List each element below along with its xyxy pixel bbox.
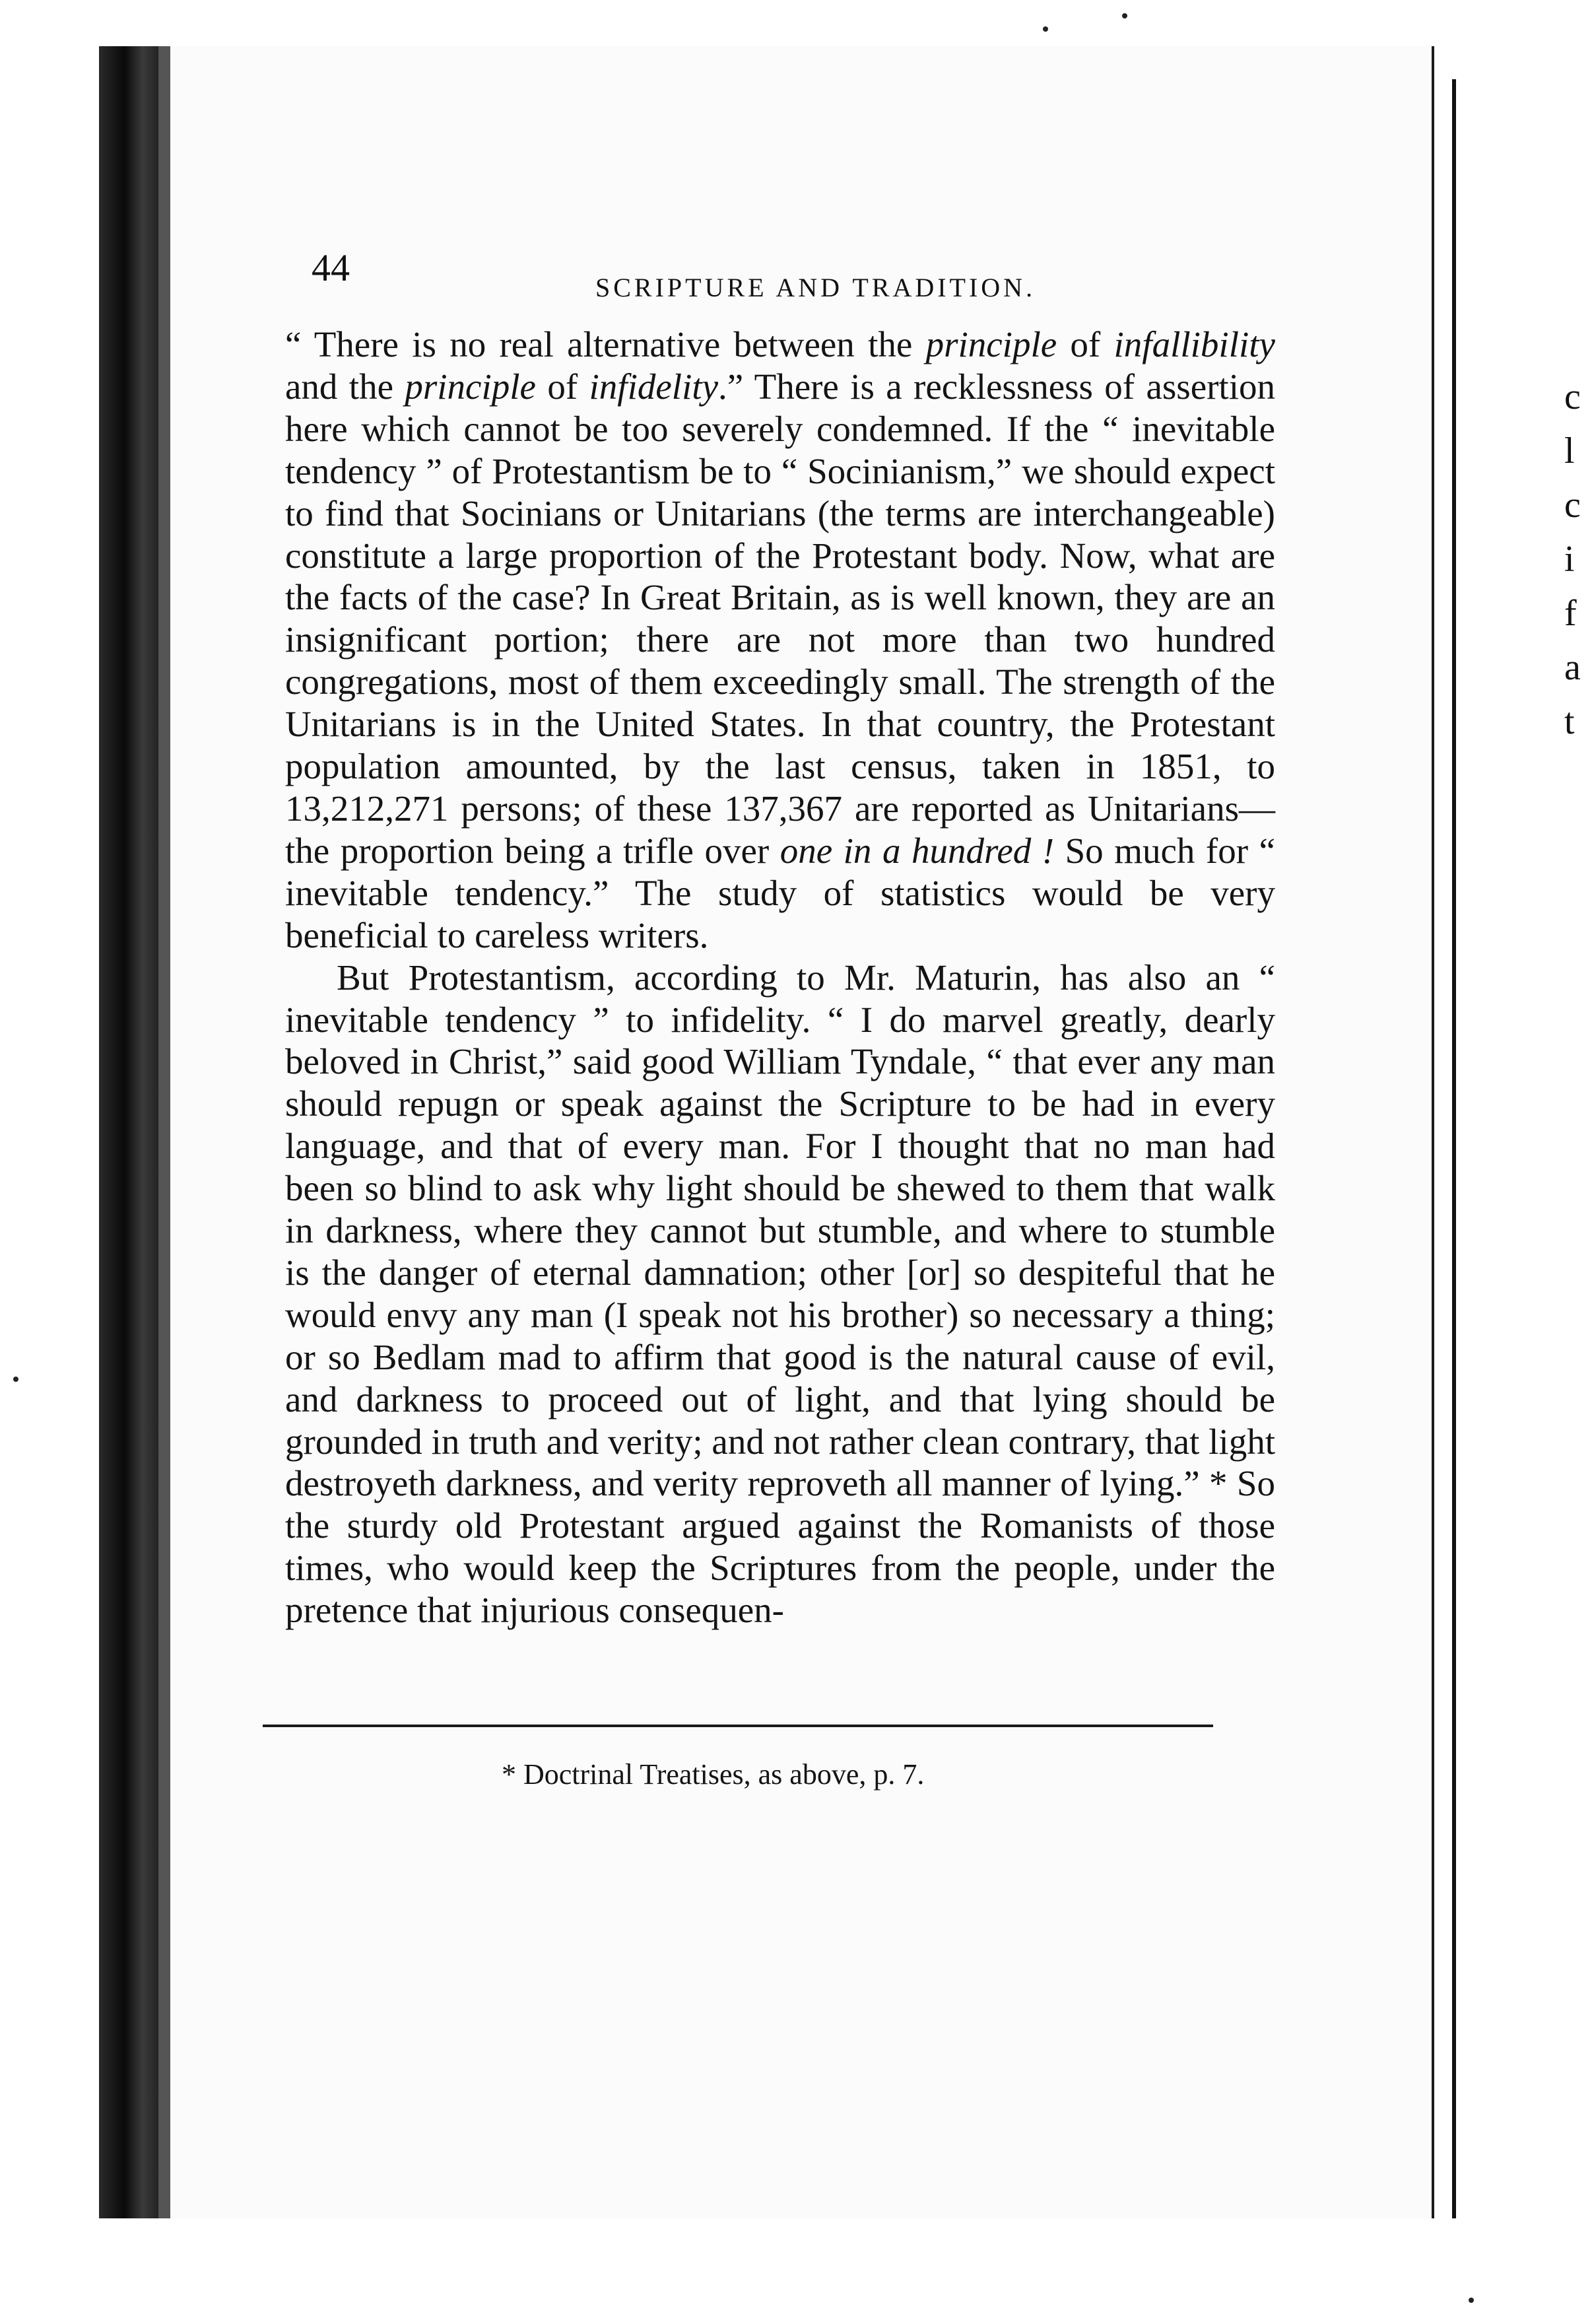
- page-number: 44: [312, 246, 350, 289]
- text-run: So much for “ inevitable tendency.” The study of statistics would be very beneficial to careless writers.: [285, 830, 1275, 955]
- italic-run: principle: [925, 324, 1057, 364]
- binding-edge: [158, 46, 170, 2218]
- facing-letter: l: [1564, 430, 1575, 471]
- running-title: SCRIPTURE AND TRADITION.: [595, 273, 1036, 302]
- italic-run: one in a hundred !: [779, 830, 1055, 871]
- italic-run: infallibility: [1113, 324, 1275, 364]
- facing-letter: f: [1564, 593, 1577, 634]
- text-run: “ There is no real alternative between the: [285, 324, 926, 364]
- facing-letter: i: [1564, 539, 1575, 580]
- footnote: * Doctrinal Treatises, as above, p. 7.: [502, 1758, 925, 1791]
- scan-speck: [1122, 13, 1127, 18]
- text-run: .” There is a recklessness of assertion here which cannot be too severely condemned. If the “ inevitable tendency ” of Protestantism be to “ Socinianism,” we should expect to find that Socinians or Unitarians (the terms are interchangeable) constitute a large proportion of the Protestant body. Now, what are the facts of the case? In Great Britain, as is well known, they are an insignificant portion; there are not more than two hundred congregations, most of them exceedingly small. The strength of the Unitarians is in the United States. In that country, the Protestant population amounted, by the last census, taken in 1851, to 13,212,271 persons; of these 137,367 are reported as Unitarians—the proportion being a trifle over: [285, 366, 1275, 871]
- page-header: [312, 246, 1302, 302]
- facing-letter: c: [1564, 376, 1581, 417]
- text-run: of: [535, 366, 589, 407]
- italic-run: principle: [405, 366, 536, 407]
- scan-speck: [1043, 26, 1048, 32]
- scan-speck: [13, 1377, 18, 1382]
- body-text: [285, 324, 1275, 1631]
- facing-letter: c: [1564, 485, 1581, 526]
- paragraph: But Protestantism, according to Mr. Maturin, has also an “ inevitable tendency ” to infidelity. “ I do marvel greatly, dearly beloved in Christ,” said good William Tyndale, “ that ever any man should repugn or speak against the Scripture to be had in every language, and that of every man. For I thought that no man had been so blind to ask why light should be shewed to them that walk in darkness, where they cannot but stumble, and where to stumble is the danger of eternal damnation; other [or] so despiteful that he would envy any man (I speak not his brother) so necessary a thing; or so Bedlam mad to affirm that good is the natural cause of evil, and darkness to proceed out of light, and that lying should be grounded in truth and verity; and not rather clean contrary, that light destroyeth darkness, and verity reproveth all manner of lying.” * So the sturdy old Protestant argued against the Romanists of those times, who would keep the Scriptures from the people, under the pretence that injurious consequen-: [285, 957, 1275, 1631]
- paragraph: [285, 324, 1275, 957]
- facing-letter: t: [1564, 701, 1575, 742]
- footnote-divider: [263, 1725, 1213, 1727]
- italic-run: infidelity: [589, 366, 719, 407]
- facing-page-fragment: [1564, 370, 1581, 749]
- scan-speck: [1469, 2298, 1474, 2303]
- text-run: and the: [285, 366, 405, 407]
- text-run: of: [1057, 324, 1114, 364]
- facing-page-edge: [1452, 79, 1456, 2218]
- facing-letter: a: [1564, 647, 1581, 688]
